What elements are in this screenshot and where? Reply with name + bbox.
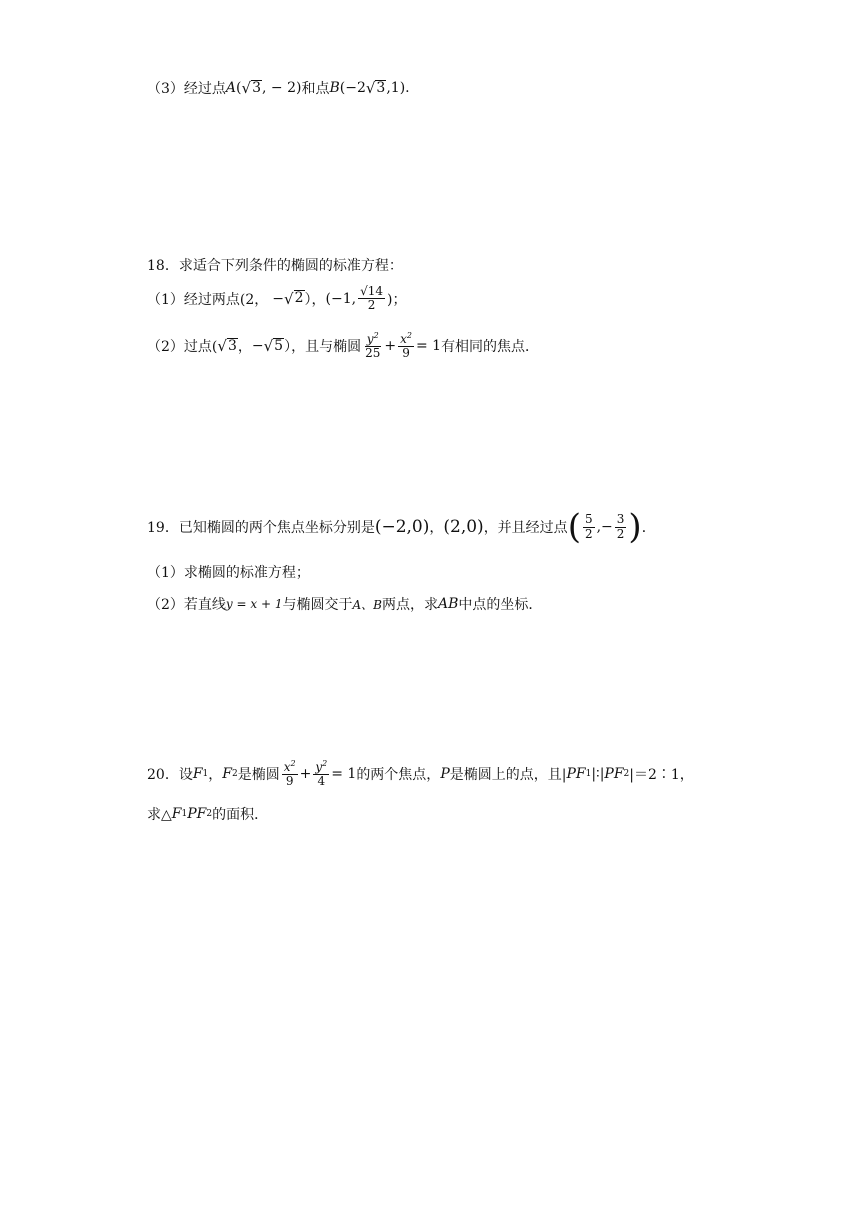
fraction-sqrt14-over-2: $\frac{√14}{2}$ xyxy=(360,284,383,313)
fraction-x2-over-9: $\frac{x^2}{9}$ xyxy=(283,759,296,789)
fraction-y2-over-25: $\frac{y^2}{25}$ xyxy=(365,331,381,361)
problem-19-title: 19．已知椭圆的两个焦点坐标分别是 (−2,0) ， (2,0) ，并且经过点 ( $\frac{5}{2}$ ,− $\frac{3}{2}$ ) ． xyxy=(147,507,656,547)
problem-19-item-1: （1）求椭圆的标准方程； xyxy=(147,565,310,581)
fraction-y2-over-4: $\frac{y^2}{4}$ xyxy=(315,759,328,789)
fraction-x2-over-9: $\frac{x^2}{9}$ xyxy=(400,331,412,361)
problem-20-line-2: 求△ F 1 P F 2 的面积． xyxy=(147,806,269,823)
problem-17-item-3: （3）经过点 A ( √ 3 , − 2) 和点 B (−2 √ 3 ,1) . xyxy=(147,79,410,98)
problem-20-line-1: 20．设 F 1 ， F 2 是椭圆 $\frac{x^2}{9}$ + $\frac{y^2}{4}$ = 1 的两个焦点， P 是椭圆上的点，且| PF 1 |∶| PF 2 |＝2∶1， xyxy=(147,759,694,789)
fraction-5-over-2: $\frac{5}{2}$ xyxy=(584,512,593,541)
problem-18-item-1: （1）经过两点(2， − √ 2 ）， (−1, $\frac{√14}{2}$ )； xyxy=(147,284,407,313)
problem-18-title: 18．求适合下列条件的椭圆的标准方程： xyxy=(147,258,403,274)
fraction-3-over-2: $\frac{3}{2}$ xyxy=(616,512,625,541)
problem-19-item-2: （2）若直线 y = x + 1 与椭圆交于 A、B 两点，求 AB 中点的坐标． xyxy=(147,596,543,613)
problem-18-item-2: （2）过点( √ 3 ， − √ 5 ），且与椭圆 $\frac{y^2}{25}$ + $\frac{x^2}{9}$ = 1 有相同的焦点． xyxy=(147,331,540,361)
